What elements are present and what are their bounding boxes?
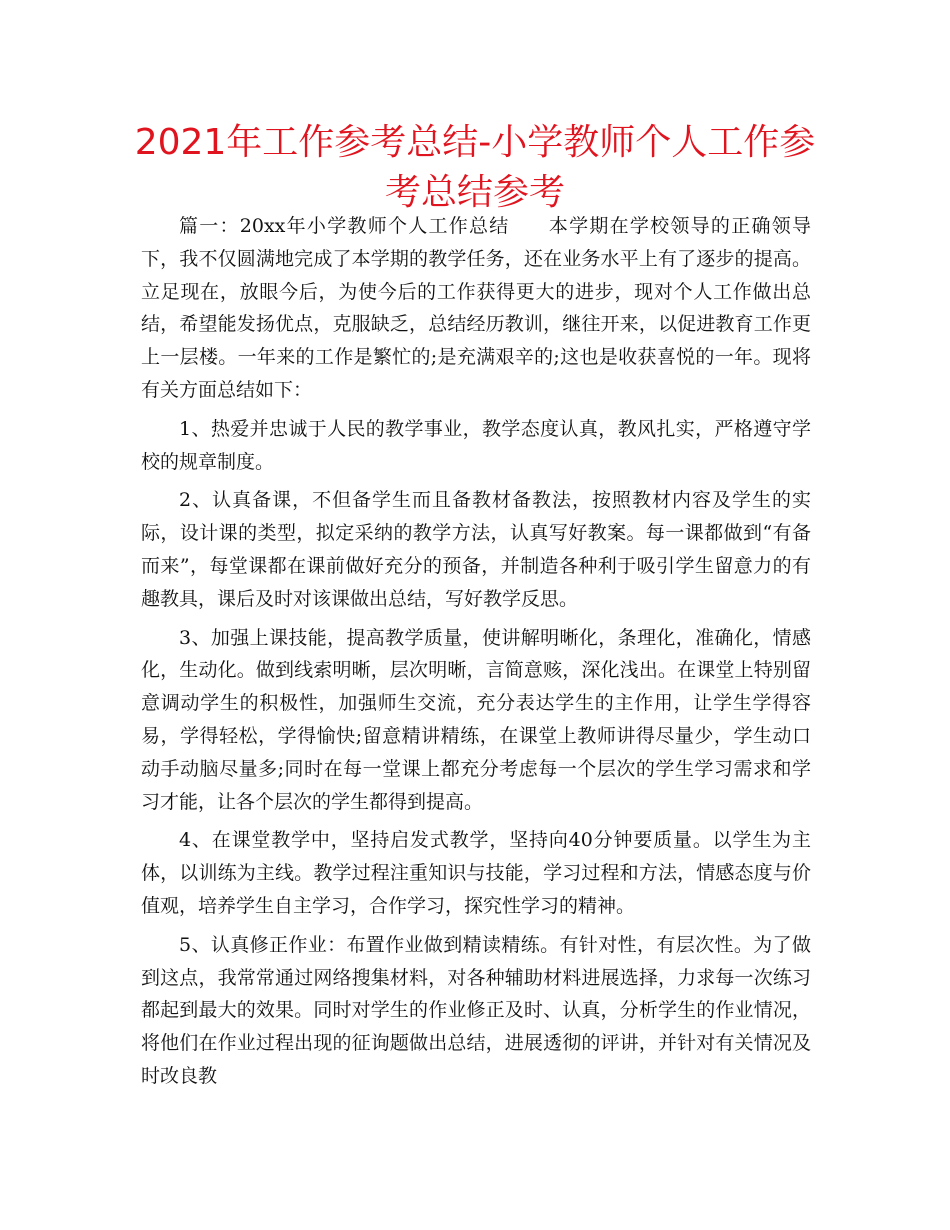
paragraph-3: 3、加强上课技能，提高教学质量，使讲解明晰化，条理化，准确化，情感化，生动化。做到线索明晰，层次明晰，言简意赅，深化浅出。在课堂上特别留意调动学生的积极性，加强师生交流，充分表达学生的主作用，让学生学得容易，学得轻松，学得愉快;留意精讲精练，在课堂上教师讲得尽量少，学生动口动手动脑尽量多;同时在每一堂课上都充分考虑每一个层次的学生学习需求和学习才能，让各个层次的学生都得到提高。 xyxy=(141,626,811,813)
paragraph-1: 1、热爱并忠诚于人民的教学事业，教学态度认真，教风扎实，严格遵守学校的规章制度。 xyxy=(141,417,811,473)
document-title: 2021年工作参考总结-小学教师个人工作参考总结参考 xyxy=(134,122,816,213)
intro-heading: 篇一：20xx年小学教师个人工作总结 xyxy=(179,215,510,237)
document-body xyxy=(141,210,811,1099)
intro-paragraph xyxy=(141,210,811,407)
paragraph-4: 4、在课堂教学中，坚持启发式教学，坚持向40分钟要质量。以学生为主体，以训练为主线。教学过程注重知识与技能，学习过程和方法，情感态度与价值观，培养学生自主学习，合作学习，探究性学习的精神。 xyxy=(141,829,811,917)
intro-text: 本学期在学校领导的正确领导下，我不仅圆满地完成了本学期的教学任务，还在业务水平上有了逐步的提高。立足现在，放眼今后，为使今后的工作获得更大的进步，现对个人工作做出总结，希望能发扬优点，克服缺乏，总结经历教训，继往开来，以促进教育工作更上一层楼。一年来的工作是繁忙的;是充满艰辛的;这也是收获喜悦的一年。现将有关方面总结如下： xyxy=(141,215,811,401)
paragraph-5: 5、认真修正作业：布置作业做到精读精练。有针对性，有层次性。为了做到这点，我常常通过网络搜集材料，对各种辅助材料进展选择，力求每一次练习都起到最大的效果。同时对学生的作业修正及时、认真，分析学生的作业情况，将他们在作业过程出现的征询题做出总结，进展透彻的评讲，并针对有关情况及时改良教 xyxy=(141,933,811,1087)
paragraph-2: 2、认真备课，不但备学生而且备教材备教法，按照教材内容及学生的实际，设计课的类型，拟定采纳的教学方法，认真写好教案。每一课都做到“有备而来”，每堂课都在课前做好充分的预备，并制造各种利于吸引学生留意力的有趣教具，课后及时对该课做出总结，写好教学反思。 xyxy=(141,489,811,610)
